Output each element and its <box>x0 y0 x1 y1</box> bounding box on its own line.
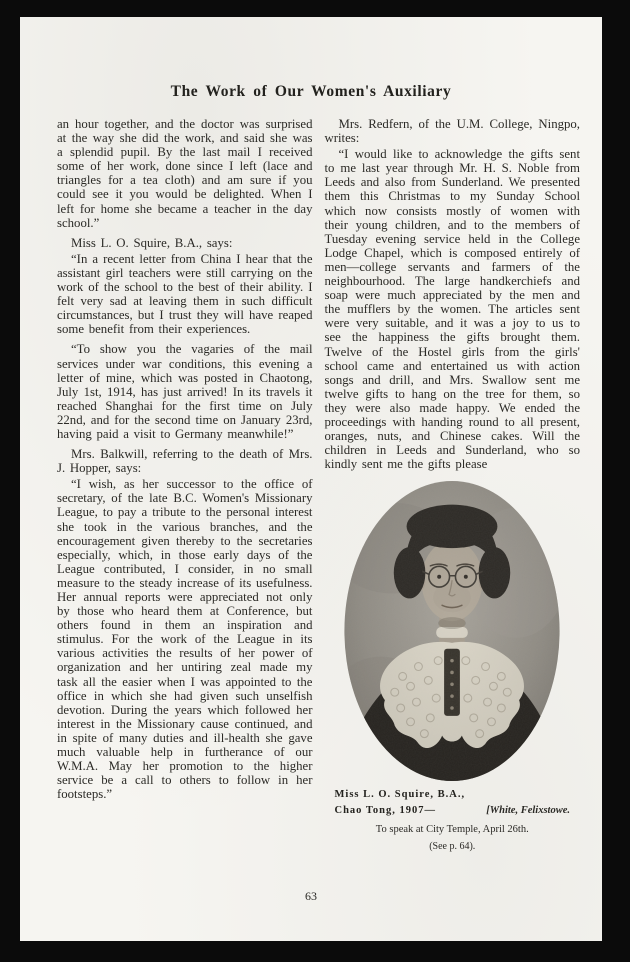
paragraph: “I wish, as her successor to the office of secretary, of the late B.C. Women's Missionary League, to pay a tribute to the personal interest she took in the various branches, and the encouragement given thereby to the secretaries especially, which, in those early days of the League contributed, I consider, in no small measure to the steady increase of its usefulness. Her annual reports were appreciated not only by those who heard them at Conference, but others found in them an inspiration and stimulus. For the work of the League in its various activities the results of her power of organization and her untiring zeal made my task all the easier when I was appointed to the office in which she had given such unselfish devotion. During the years which followed her interest in the Missionary cause continued, and in spite of many duties and ill-health she gave much valuable help in furtherance of our W.M.A. May her promotion to the higher service be a call to others to follow in her footsteps.” <box>57 477 313 802</box>
portrait-photo <box>325 479 581 853</box>
photo-caption-name: Miss L. O. Squire, B.A., <box>334 789 466 801</box>
page-title: The Work of Our Women's Auxiliary <box>170 83 452 100</box>
paragraph: Mrs. Redfern, of the U.M. College, Ningpo, writes: <box>324 117 580 146</box>
portrait-image <box>343 479 561 783</box>
right-column <box>325 117 581 854</box>
paragraph: “To show you the vagaries of the mail services under war conditions, this evening a letter of mine, which was posted in Chaotong, July 1st, 1914, has just arrived! In its travels it reached Shanghai for the first time on July 22nd, and for the second time on January 23rd, having paid a visit to Germany meanwhile!” <box>57 342 313 441</box>
photo-caption-place: Chao Tong, 1907— <box>334 805 436 817</box>
paragraph: Miss L. O. Squire, B.A., says: <box>71 235 233 250</box>
paragraph: Mrs. Balkwill, referring to the death of Mrs. J. Hopper, says: <box>57 447 313 476</box>
photo-caption-note: To speak at City Temple, April 26th. <box>375 823 529 835</box>
left-column <box>57 117 313 854</box>
page-number: 63 <box>305 889 317 903</box>
photo-caption-line2 <box>325 804 581 818</box>
photo-caption-reference: (See p. 64). <box>429 840 476 852</box>
text-columns <box>57 117 580 854</box>
document-page <box>20 17 602 941</box>
paragraph: “In a recent letter from China I hear that the assistant girl teachers were still carrying on the work of the school to the best of their ability. I felt very sad at leaving them in such difficult circumstances, but I trust they will have reaped some benefit from their experiences. <box>57 251 313 337</box>
photo-caption <box>325 788 581 853</box>
paragraph: “I would like to acknowledge the gifts sent to me last year through Mr. H. S. Noble from Leeds and also from Sunderland. We presented them this Christmas to my Sunday School which now consists mostly of women with their young children, and to the members of Tuesday evening service held in the College Lodge Chapel, which is composed entirely of men—college servants and farmers of the neighbourhood. The large handkerchiefs and soap were much appreciated by the men and the mufflers by the women. The articles sent were very suitable, and it was a joy to us to see the happiness the gifts brought them. Twelve of the Hostel girls from the girls' school came and entertained us with action songs and drill, and Mrs. Swallow sent me twelve gifts to hang on the tree for them, so they were also made happy. We ended the proceedings with handing round to all present, oranges, nuts, and Chinese cakes. Will the children in Leeds and Sunderland, who so kindly sent me the gifts please <box>324 147 580 472</box>
photo-credit: [White, Felixstowe. <box>486 805 570 817</box>
paragraph: an hour together, and the doctor was surprised at the way she did the work, and said she was a splendid pupil. By the last mail I received some of her work, done since I left (lace and triangles for a tea cloth) and am sure if you could see it you would be delighted. When I left for home she became a teacher in the day school.” <box>57 117 313 230</box>
